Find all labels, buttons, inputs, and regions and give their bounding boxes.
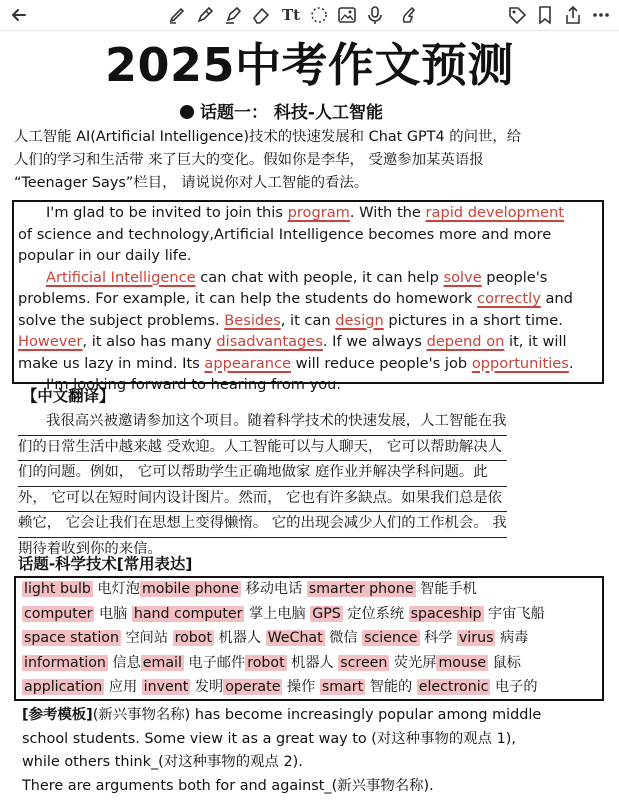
page-title: 2025中考作文预测 xyxy=(104,38,515,92)
vocab-term: email xyxy=(142,654,182,671)
vocab-meaning: 机器人 xyxy=(286,654,339,671)
vocab-term: science xyxy=(364,630,418,646)
essay-line xyxy=(18,202,573,224)
essay-line xyxy=(18,267,573,289)
vocab-meaning: 智能的 xyxy=(365,679,417,695)
bookmark-icon[interactable] xyxy=(534,4,556,26)
vocabulary-line xyxy=(22,602,545,627)
translation-line: 们的问题。例如， 它可以帮助学生正确地做家 庭作业并解决学科问题。此 xyxy=(18,461,507,487)
share-icon[interactable] xyxy=(562,4,584,26)
translation-line: 赖它， 它会让我们在思想上变得懒惰。 它的出现会减少人们的工作机会。 我 xyxy=(18,512,507,538)
essay-text: I'm glad to be invited to join this xyxy=(46,204,288,221)
template-line: There are arguments both for and against_(新兴事物名称). xyxy=(22,777,434,794)
essay-keyword: Artificial Intelligence xyxy=(46,268,196,286)
essay-line: of science and technology,Artificial Intelligence becomes more and more xyxy=(18,225,552,243)
vocab-term: robot xyxy=(174,630,213,646)
vocab-term: electronic xyxy=(418,679,489,695)
essay-text: . If we always xyxy=(322,333,427,350)
essay-keyword: opportunities xyxy=(471,354,569,372)
vocabulary-title: 话题-科学技术[常用表达] xyxy=(18,555,193,573)
vocab-term: screen xyxy=(340,654,388,671)
essay-line xyxy=(18,310,573,332)
vocab-meaning: 发明 xyxy=(190,679,224,695)
vocabulary-line xyxy=(22,577,545,602)
translation-line: 外， 它可以在短时间内设计图片。然而， 它也有许多缺点。如果我们总是依 xyxy=(18,487,507,513)
essay-text: problems. For example, it can help the students do homework xyxy=(18,290,478,307)
vocab-term: mobile phone xyxy=(141,581,240,597)
essay-keyword: disadvantages xyxy=(216,333,323,350)
essay-text: solve the subject problems. xyxy=(18,311,225,329)
topic-heading xyxy=(180,100,383,126)
essay-text: will reduce people's job xyxy=(291,354,472,372)
prompt-line: 人们的学习和生活带 来了巨大的变化。假如你是李华， 受邀参加某英语报 xyxy=(14,152,484,168)
vocab-term: space station xyxy=(24,630,119,646)
translation-label: 【中文翻译】 xyxy=(22,387,115,405)
bullet-dot-icon xyxy=(180,105,194,119)
essay-text: pictures in a short time. xyxy=(383,311,563,329)
eraser-icon[interactable] xyxy=(250,4,272,26)
vocab-meaning: 操作 xyxy=(282,679,320,695)
vocabulary-list xyxy=(22,577,545,700)
hand-pen-icon[interactable] xyxy=(398,4,420,26)
annotation-toolbar xyxy=(0,0,619,31)
vocab-meaning: 电脑 xyxy=(94,605,132,622)
vocab-meaning: 宇宙飞船 xyxy=(483,605,545,622)
essay-keyword: Besides xyxy=(224,311,281,329)
essay-text: , it also has many xyxy=(82,333,217,350)
essay-line: I'm looking forward to hearing from you. xyxy=(46,376,342,393)
writing-prompt xyxy=(14,126,521,195)
vocab-term: smart xyxy=(321,679,364,695)
translation-line: 们的日常生活中越来越 受欢迎。人工智能可以与人聊天， 它可以帮助解决人 xyxy=(18,436,507,462)
essay-line xyxy=(18,331,573,353)
essay-text: can chat with people, it can help xyxy=(195,268,444,286)
vocab-meaning: 科学 xyxy=(419,630,457,646)
sample-essay xyxy=(18,202,573,396)
vocab-meaning: 鼠标 xyxy=(488,654,521,671)
vocabulary-line xyxy=(22,651,545,676)
essay-text: people's xyxy=(481,268,548,286)
microphone-icon[interactable] xyxy=(364,4,386,26)
text-tool-glyph: Tt xyxy=(281,6,301,24)
vocab-meaning: 微信 xyxy=(324,630,363,646)
vocab-meaning: 电子的 xyxy=(490,679,538,695)
essay-keyword: appearance xyxy=(204,354,291,372)
essay-line: popular in our daily life. xyxy=(18,247,192,264)
vocab-term: light bulb xyxy=(24,581,91,597)
essay-keyword: program xyxy=(287,204,350,221)
text-tool-icon[interactable] xyxy=(280,4,302,26)
topic-heading-text: 话题一： 科技-人工智能 xyxy=(200,103,383,123)
vocabulary-line xyxy=(22,675,545,700)
reference-template xyxy=(22,704,541,798)
vocab-meaning: 病毒 xyxy=(495,630,529,646)
vocab-term: application xyxy=(24,679,103,695)
essay-text: . xyxy=(568,354,574,372)
vocab-meaning: 电子邮件 xyxy=(183,654,246,671)
vocab-meaning: 电灯泡 xyxy=(92,581,140,597)
vocab-term: smarter phone xyxy=(308,581,414,597)
back-arrow-icon[interactable] xyxy=(8,4,30,26)
essay-keyword: depend on xyxy=(426,333,505,350)
lasso-icon[interactable] xyxy=(166,4,188,26)
vocab-term: spaceship xyxy=(410,605,482,622)
translation-line: 我很高兴被邀请参加这个项目。随着科学技术的快速发展，人工智能在我 xyxy=(18,410,507,436)
image-icon[interactable] xyxy=(336,4,358,26)
vocabulary-line xyxy=(22,626,545,651)
essay-keyword: design xyxy=(335,311,384,329)
chinese-translation xyxy=(18,410,507,562)
dotted-lasso-icon[interactable] xyxy=(308,4,330,26)
vocab-term: operate xyxy=(225,679,281,695)
vocab-term: computer xyxy=(24,605,93,622)
translation-line: 期待着收到你的来信。 xyxy=(18,540,162,557)
vocab-meaning: 定位系统 xyxy=(342,605,409,622)
essay-text: make us lazy in mind. Its xyxy=(18,354,205,372)
vocab-term: mouse xyxy=(438,654,487,671)
template-text: (新兴事物名称) has become increasingly popular among middle xyxy=(92,707,542,723)
vocab-meaning: 空间站 xyxy=(120,630,173,646)
essay-text: . With the xyxy=(349,204,426,221)
tag-icon[interactable] xyxy=(506,4,528,26)
template-label: [参考模板] xyxy=(22,707,93,723)
vocab-meaning: 移动电话 xyxy=(241,581,307,597)
essay-keyword: solve xyxy=(443,268,482,286)
vocab-meaning: 信息 xyxy=(107,654,141,671)
essay-text: and xyxy=(540,290,573,307)
template-line: while others think_(对这种事物的观点 2). xyxy=(22,754,303,770)
essay-keyword: However xyxy=(18,333,83,350)
essay-line xyxy=(18,288,573,310)
vocab-term: hand computer xyxy=(133,605,243,622)
essay-keyword: rapid development xyxy=(425,204,564,221)
essay-text: it, it will xyxy=(504,333,567,350)
highlighter-icon[interactable] xyxy=(222,4,244,26)
essay-text: , it can xyxy=(280,311,336,329)
vocab-meaning: 智能手机 xyxy=(415,581,477,597)
more-icon[interactable] xyxy=(590,4,612,26)
pen-icon[interactable] xyxy=(194,4,216,26)
vocab-meaning: 掌上电脑 xyxy=(244,605,311,622)
template-line: school students. Some view it as a great way to (对这种事物的观点 1), xyxy=(22,730,516,747)
template-line xyxy=(22,704,541,728)
vocab-meaning: 应用 xyxy=(104,679,142,695)
essay-keyword: correctly xyxy=(477,290,541,307)
vocab-term: invent xyxy=(143,679,189,695)
vocab-term: GPS xyxy=(312,605,341,622)
essay-line xyxy=(18,353,573,375)
prompt-line: 人工智能 AI(Artificial Intelligence)技术的快速发展和 Chat GPT4 的问世，给 xyxy=(14,129,522,145)
vocab-term: information xyxy=(24,654,106,671)
prompt-line: “Teenager Says”栏目， 请说说你对人工智能的看法。 xyxy=(14,175,369,191)
vocab-meaning: 机器人 xyxy=(214,630,266,646)
vocab-meaning: 荧光屏 xyxy=(389,654,437,671)
vocab-term: WeChat xyxy=(267,630,323,646)
vocab-term: virus xyxy=(458,630,494,646)
vocab-term: robot xyxy=(247,654,285,671)
